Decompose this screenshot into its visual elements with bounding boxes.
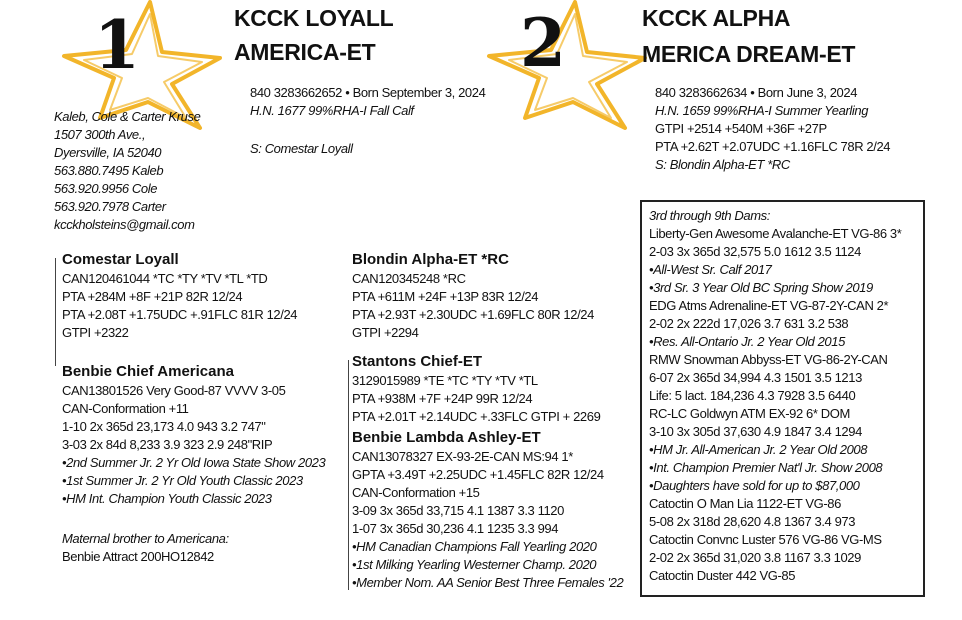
mgs-name: Stantons Chief-ET <box>352 353 482 370</box>
dam-line: 1-10 2x 365d 23,173 4.0 943 3.2 747" <box>62 419 266 434</box>
dam-award: •HM Int. Champion Youth Classic 2023 <box>62 491 272 506</box>
dam-name: Benbie Chief Americana <box>62 363 234 380</box>
lot1-pedigree <box>62 250 297 342</box>
dam-record-line: EDG Atms Adrenaline-ET VG-87-2Y-CAN 2* <box>649 298 889 313</box>
dam-name: Benbie Lambda Ashley-ET <box>352 429 541 446</box>
sire-line: S: Comestar Loyall <box>250 141 353 156</box>
sire-name: Blondin Alpha-ET *RC <box>352 251 509 268</box>
dams-box <box>640 200 925 597</box>
dam-award: •Member Nom. AA Senior Best Three Females '22 <box>352 575 624 590</box>
lot-title-line2: AMERICA-ET <box>234 39 376 65</box>
dams-heading: 3rd through 9th Dams: <box>649 208 770 223</box>
dam-line: CAN13801526 Very Good-87 VVVV 3-05 <box>62 383 286 398</box>
star-icon <box>475 0 665 130</box>
dam-record-line: RC-LC Goldwyn ATM EX-92 6* DOM <box>649 406 850 421</box>
dam-award: •HM Canadian Champions Fall Yearling 2020 <box>352 539 597 554</box>
dam-line: GPTA +3.49T +2.25UDC +1.45FLC 82R 12/24 <box>352 467 604 482</box>
lot-number: 1 <box>94 6 140 84</box>
sire-line: PTA +2.93T +2.30UDC +1.69FLC 80R 12/24 <box>352 307 594 322</box>
breeder-line: Dyersville, IA 52040 <box>54 145 162 160</box>
sire-line: PTA +2.08T +1.75UDC +.91FLC 81R 12/24 <box>62 307 298 322</box>
breeder-line: Kaleb, Cole & Carter Kruse <box>54 109 201 124</box>
sire-line: GTPI +2294 <box>352 325 419 340</box>
lot-title-line1: KCCK ALPHA <box>642 5 791 31</box>
lot-title-line2: MERICA DREAM-ET <box>642 41 856 67</box>
dams-list <box>649 225 901 585</box>
breeder-contact <box>54 108 200 234</box>
mgs-line: PTA +938M +7F +24P 99R 12/24 <box>352 391 533 406</box>
lot2-info <box>655 84 890 174</box>
pedigree-bracket <box>55 258 56 366</box>
dam-record-line: Life: 5 lact. 184,236 4.3 7928 3.5 6440 <box>649 388 856 403</box>
mgs-line: 3129015989 *TE *TC *TY *TV *TL <box>352 373 538 388</box>
lot-number: 2 <box>520 4 566 82</box>
dam-award: •2nd Summer Jr. 2 Yr Old Iowa State Show 2023 <box>62 455 326 470</box>
dam-line: 1-07 3x 365d 30,236 4.1 1235 3.3 994 <box>352 521 559 536</box>
dam-record-line: 6-07 2x 365d 34,994 4.3 1501 3.5 1213 <box>649 370 862 385</box>
dam-line: 3-03 2x 84d 8,233 3.9 323 2.9 248"RIP <box>62 437 273 452</box>
dam-record-line: 2-02 2x 365d 31,020 3.8 1167 3.3 1029 <box>649 550 861 565</box>
dam-record-line: Catoctin O Man Lia 1122-ET VG-86 <box>649 496 841 511</box>
dam-award: •HM Jr. All-American Jr. 2 Year Old 2008 <box>649 442 868 457</box>
dam-line: CAN13078327 EX-93-2E-CAN MS:94 1* <box>352 449 573 464</box>
dam-award: •Daughters have sold for up to $87,000 <box>649 478 860 493</box>
lot2-mgs <box>352 352 600 426</box>
dam-line: 3-09 3x 365d 33,715 4.1 1387 3.3 1120 <box>352 503 564 518</box>
id-line: 840 3283662652 • Born September 3, 2024 <box>250 85 486 100</box>
maternal-label: Maternal brother to Americana: <box>62 531 229 546</box>
gtpi-line: GTPI +2514 +540M +36F +27P <box>655 121 827 136</box>
lot-title-line1: KCCK LOYALL <box>234 5 394 31</box>
pedigree-bracket <box>348 360 349 590</box>
hn-line: H.N. 1659 99%RHA-I Summer Yearling <box>655 103 869 118</box>
breeder-line: 1507 300th Ave., <box>54 127 146 142</box>
dam-award: •All-West Sr. Calf 2017 <box>649 262 772 277</box>
maternal-value: Benbie Attract 200HO12842 <box>62 549 214 564</box>
sire-line: PTA +611M +24F +13P 83R 12/24 <box>352 289 539 304</box>
dam-record-line: 5-08 2x 318d 28,620 4.8 1367 3.4 973 <box>649 514 856 529</box>
dam-record-line: Catoctin Convnc Luster 576 VG-86 VG-MS <box>649 532 882 547</box>
breeder-line: 563.920.9956 Cole <box>54 181 158 196</box>
breeder-email: kcckholsteins@gmail.com <box>54 217 195 232</box>
sire-line: PTA +284M +8F +21P 82R 12/24 <box>62 289 243 304</box>
sire-line: GTPI +2322 <box>62 325 129 340</box>
dam-award: •Res. All-Ontario Jr. 2 Year Old 2015 <box>649 334 845 349</box>
sire-name: Comestar Loyall <box>62 251 179 268</box>
dam-line: CAN-Conformation +11 <box>62 401 189 416</box>
sire-line: CAN120345248 *RC <box>352 271 466 286</box>
mgs-line: PTA +2.01T +2.14UDC +.33FLC GTPI + 2269 <box>352 409 601 424</box>
hn-line: H.N. 1677 99%RHA-I Fall Calf <box>250 103 414 118</box>
breeder-line: 563.920.7978 Carter <box>54 199 166 214</box>
dam-award: •3rd Sr. 3 Year Old BC Spring Show 2019 <box>649 280 873 295</box>
dam-award: •Int. Champion Premier Nat'l Jr. Show 2008 <box>649 460 883 475</box>
dam-record-line: RMW Snowman Abbyss-ET VG-86-2Y-CAN <box>649 352 888 367</box>
id-line: 840 3283662634 • Born June 3, 2024 <box>655 85 858 100</box>
dam-record-line: 2-02 2x 222d 17,026 3.7 631 3.2 538 <box>649 316 849 331</box>
sire-line: S: Blondin Alpha-ET *RC <box>655 157 790 172</box>
dam-award: •1st Summer Jr. 2 Yr Old Youth Classic 2023 <box>62 473 303 488</box>
dam-award: •1st Milking Yearling Westerner Champ. 2020 <box>352 557 597 572</box>
dam-record-line: Liberty-Gen Awesome Avalanche-ET VG-86 3* <box>649 226 902 241</box>
lot1-dam <box>62 362 325 508</box>
pta-line: PTA +2.62T +2.07UDC +1.16FLC 78R 2/24 <box>655 139 891 154</box>
lot2-dam <box>352 428 623 592</box>
dam-line: CAN-Conformation +15 <box>352 485 480 500</box>
dam-record-line: Catoctin Duster 442 VG-85 <box>649 568 796 583</box>
dam-record-line: 3-10 3x 305d 37,630 4.9 1847 3.4 1294 <box>649 424 862 439</box>
dam-record-line: 2-03 3x 365d 32,575 5.0 1612 3.5 1124 <box>649 244 861 259</box>
sire-line: CAN120461044 *TC *TY *TV *TL *TD <box>62 271 268 286</box>
lot2-sire <box>352 250 594 342</box>
breeder-line: 563.880.7495 Kaleb <box>54 163 164 178</box>
